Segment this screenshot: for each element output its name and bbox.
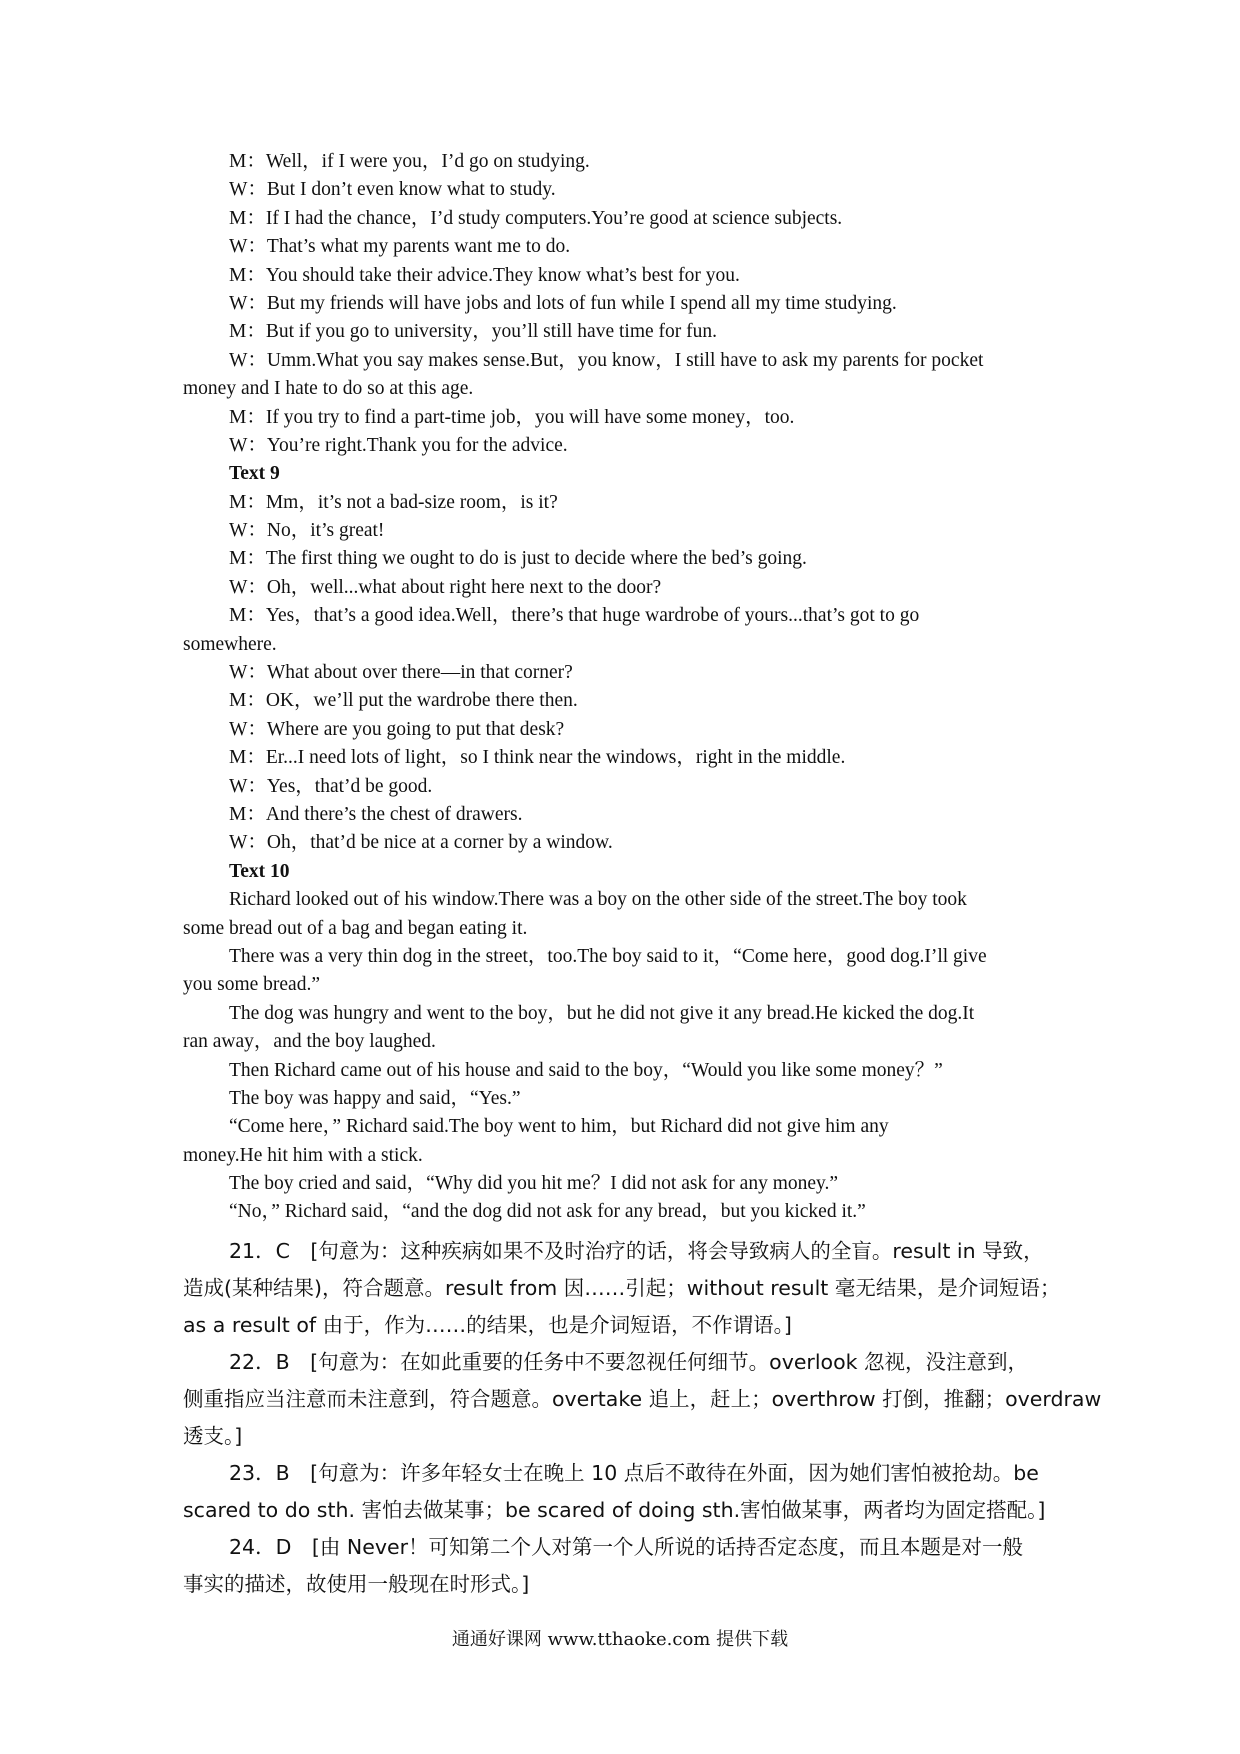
text-line: ran away，and the boy laughed. [183, 1031, 436, 1053]
answer-line: scared to do sth. 害怕去做某事；be scared of doing sth.害怕做某事，两者均为固定搭配。] [183, 1497, 1046, 1522]
answer-line: 22．B [句意为：在如此重要的任务中不要忽视任何细节。overlook 忽视，没注意到， [229, 1349, 1029, 1374]
text-line: “Come here，” Richard said.The boy went to him，but Richard did not give him any [229, 1116, 889, 1138]
text-line: some bread out of a bag and began eating it. [183, 917, 528, 939]
text-line: The dog was hungry and went to the boy，but he did not give it any bread.He kicked the dog.It [229, 1002, 975, 1024]
text-line: Richard looked out of his window.There was a boy on the other side of the street.The boy took [229, 889, 967, 911]
answer-line: 造成(某种结果)，符合题意。result from 因……引起；without result 毫无结果，是介词短语； [183, 1275, 1061, 1300]
text-line: Text 10 [229, 860, 290, 882]
answer-line: 事实的描述，故使用一般现在时形式。] [183, 1571, 530, 1596]
page-footer: 通通好课网 www.tthaoke.com 提供下载 [451, 1629, 789, 1650]
text-line: W：Umm.What you say makes sense.But，you know，I still have to ask my parents for pocket [229, 349, 984, 371]
answer-line: 24．D [由 Never！可知第二个人对第一个人所说的话持否定态度，而且本题是对一般 [229, 1534, 1024, 1559]
text-line: W：Yes，that’d be good. [229, 775, 433, 797]
text-line: M：OK，we’ll put the wardrobe there then. [229, 690, 578, 712]
text-line: M：But if you go to university，you’ll still have time for fun. [229, 321, 717, 343]
answer-line: 21．C [句意为：这种疾病如果不及时治疗的话，将会导致病人的全盲。result in 导致， [229, 1238, 1044, 1263]
text-line: M：Er...I need lots of light，so I think near the windows，right in the middle. [229, 747, 846, 769]
text-line: The boy cried and said，“Why did you hit me？I did not ask for any money.” [229, 1173, 839, 1195]
answer-line: 侧重指应当注意而未注意到，符合题意。overtake 追上，赶上；overthrow 打倒，推翻；overdraw [183, 1386, 1102, 1411]
text-line: M：The first thing we ought to do is just to decide where the bed’s going. [229, 548, 807, 570]
text-line: W：But my friends will have jobs and lots of fun while I spend all my time studying. [229, 292, 897, 314]
text-line: you some bread.” [183, 974, 320, 996]
answer-line: as a result of 由于，作为……的结果，也是介词短语，不作谓语。] [183, 1312, 792, 1337]
answer-line: 23．B [句意为：许多年轻女士在晚上 10 点后不敢待在外面，因为她们害怕被抢劫。be [229, 1460, 1039, 1485]
text-line: money.He hit him with a stick. [183, 1144, 423, 1166]
text-line: W：Oh，well...what about right here next to the door? [229, 576, 662, 598]
text-line: Text 9 [229, 463, 280, 485]
text-line: M：You should take their advice.They know what’s best for you. [229, 264, 740, 286]
text-line: The boy was happy and said，“Yes.” [229, 1087, 521, 1109]
text-line: There was a very thin dog in the street，too.The boy said to it，“Come here，good dog.I’ll give [229, 945, 987, 967]
text-line: “No，” Richard said，“and the dog did not ask for any bread，but you kicked it.” [229, 1201, 866, 1223]
text-line: W：You’re right.Thank you for the advice. [229, 434, 568, 456]
text-line: W：That’s what my parents want me to do. [229, 236, 571, 258]
text-line: W：Oh，that’d be nice at a corner by a window. [229, 832, 613, 854]
answer-line: 透支。] [183, 1423, 243, 1448]
text-line: W：No，it’s great! [229, 520, 385, 542]
text-line: money and I hate to do so at this age. [183, 378, 474, 400]
text-line: somewhere. [183, 633, 277, 655]
text-line: M：If you try to find a part-time job，you will have some money，too. [229, 406, 795, 428]
text-line: M：And there’s the chest of drawers. [229, 803, 523, 825]
document-body [183, 148, 1102, 1603]
text-line: M：Well，if I were you，I’d go on studying. [229, 151, 590, 172]
text-line: M：Mm，it’s not a bad-size room，is it? [229, 491, 558, 513]
text-line: Then Richard came out of his house and said to the boy，“Would you like some money？” [229, 1059, 943, 1081]
text-line: M：Yes，that’s a good idea.Well，there’s that huge wardrobe of yours...that’s got to go [229, 605, 920, 627]
answer-explanations [183, 1233, 1102, 1603]
text-line: M：If I had the chance，I’d study computers.You’re good at science subjects. [229, 207, 843, 229]
text-line: W：But I don’t even know what to study. [229, 179, 556, 201]
listening-transcript [183, 148, 1063, 1227]
text-line: W：Where are you going to put that desk? [229, 718, 565, 740]
text-line: W：What about over there—in that corner? [229, 662, 573, 684]
